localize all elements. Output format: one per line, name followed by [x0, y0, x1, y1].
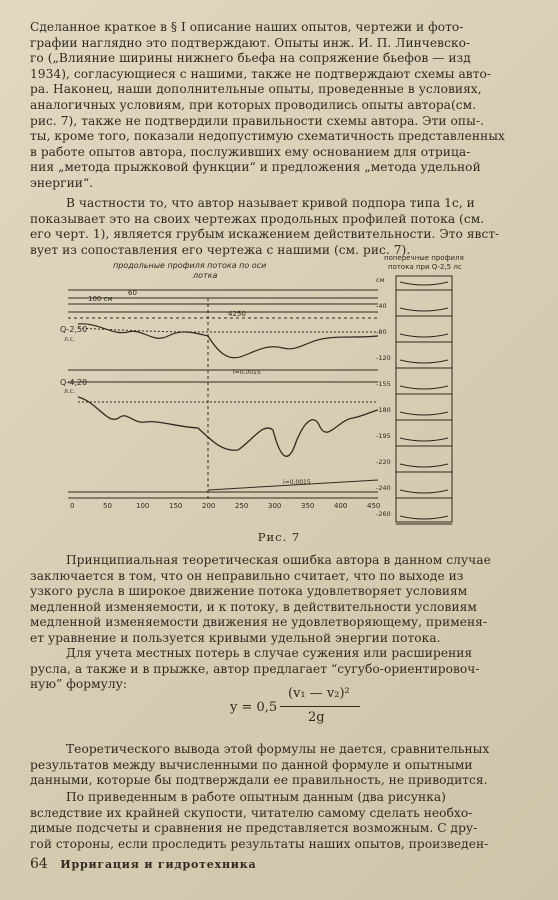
text-line: Для учета местных потерь в случае сужения или расширения [66, 646, 473, 660]
dimension-60: 60 [128, 289, 137, 297]
text-line: го („Влияние ширины нижнего бьефа на сопряжение бьефов — изд [30, 51, 471, 66]
formula [230, 686, 380, 728]
cross-section-tick-label: -240 [376, 484, 391, 492]
dimension-4250: 4250 [228, 310, 246, 318]
cross-section-tick-label: -80 [376, 328, 387, 336]
x-tick-label: 0 [70, 502, 75, 510]
journal-name: Ирригация и гидротехника [60, 858, 257, 871]
paragraph-1 [30, 20, 530, 192]
page-footer [30, 856, 256, 872]
text-line: ет уравнение и пользуется кривыми удельной энергии потока. [30, 630, 441, 645]
text-line: в работе опытов автора, послуживших ему основанием для отрица- [30, 144, 471, 159]
x-axis-ticks [70, 502, 380, 510]
slope-lower-label: i=0,0015 [283, 479, 311, 486]
cross-section-tick-label: -180 [376, 406, 391, 414]
text-line: ты, кроме того, показали недопустимую схематичность представленных [30, 129, 505, 144]
cross-section-curve [400, 412, 448, 415]
left-title-line-2: лотка [193, 271, 218, 280]
x-tick-label: 300 [268, 502, 282, 510]
text-line: результатов между вычисленными по данной формуле и опытными [30, 757, 473, 772]
x-tick-label: 150 [169, 502, 183, 510]
text-line: данными, которые бы подтверждали ее правильность, не приводится. [30, 773, 488, 788]
text-line: В частности то, что автор называет кривой подпора типа 1с, и [66, 196, 475, 210]
cross-section-tick-label: -40 [376, 302, 387, 310]
cross-section-curve [400, 360, 448, 363]
dimension-100cm: 100 см [88, 295, 113, 303]
text-line: ния „метода прыжковой функции“ и предложения „метода удельной [30, 160, 481, 175]
paragraph-6 [30, 790, 530, 852]
text-line: графии наглядно это подтверждают. Опыты инж. И. П. Линчевско- [30, 35, 471, 50]
left-title-line-1: продольные профиля потока по оси [113, 261, 267, 270]
fraction-bar [280, 706, 360, 707]
figure-7-drawing [58, 252, 530, 527]
x-tick-label: 50 [103, 502, 112, 510]
page-number: 64 [30, 856, 48, 872]
unit-lower-label: л.с. [64, 388, 75, 395]
formula-denominator: 2g [308, 710, 325, 725]
text-line: димые подсчеты и сравнения не представляется возможным. С дру- [30, 821, 478, 836]
formula-numerator: (v₁ — v₂)² [288, 686, 350, 701]
cross-section-ticks [376, 276, 391, 518]
text-line: Теоретического вывода этой формулы не дается, сравнительных [66, 742, 490, 756]
cross-section-curve [400, 282, 448, 285]
flow-lower-label: Q-4,20 [60, 378, 88, 387]
text-line: показывает это на своих чертежах продольных профилей потока (см. [30, 211, 485, 226]
formula-lhs: y = 0,5 [230, 700, 278, 715]
longitudinal-profiles [68, 290, 378, 502]
cross-section-profiles [396, 276, 452, 524]
text-line: ную” формулу: [30, 677, 128, 692]
x-tick-label: 450 [367, 502, 381, 510]
cross-section-tick-label: -120 [376, 354, 391, 362]
text-line: заключается в том, что он неправильно считает, что по выходе из [30, 568, 464, 583]
paragraph-2 [30, 196, 530, 258]
cross-section-curve [400, 386, 448, 389]
cross-section-tick-label: -260 [376, 510, 391, 518]
paragraph-5 [30, 742, 530, 789]
figure-caption: Рис. 7 [257, 530, 301, 544]
x-tick-label: 100 [136, 502, 150, 510]
right-title-line-1: поперечные профиля [384, 254, 464, 262]
cross-section-tick-label: см [376, 276, 385, 284]
text-line: вследствие их крайней скупости, читателю самому сделать необхо- [30, 805, 473, 820]
text-line: медленной изменяемости, и к потоку, в действительности условиям [30, 599, 477, 614]
text-line: гой стороны, если проследить результаты наших опытов, произведен- [30, 836, 489, 851]
paragraph-3 [30, 553, 530, 647]
cross-section-curve [400, 516, 448, 519]
text-line: аналогичных условиям, при которых проводились опыты автора(см. [30, 97, 477, 112]
x-tick-label: 250 [235, 502, 249, 510]
cross-section-curve [400, 308, 448, 311]
flow-upper-label: Q-2,50 [60, 325, 88, 334]
text-line: узкого русла в широкое движение потока удовлетворяет условиям [30, 584, 468, 599]
slope-upper-label: i=0,0015 [233, 369, 261, 376]
unit-upper-label: л.с. [64, 336, 75, 343]
right-title-line-2: потока при Q-2,5 лс [388, 263, 462, 271]
text-line: По приведенным в работе опытным данным (два рисунка) [66, 790, 446, 804]
cross-section-tick-label: -195 [376, 432, 391, 440]
cross-section-curve [400, 334, 448, 337]
cross-section-curve [400, 490, 448, 493]
x-tick-label: 350 [301, 502, 315, 510]
cross-section-tick-label: -155 [376, 380, 391, 388]
text-line: энергии“. [30, 175, 94, 190]
x-tick-label: 200 [202, 502, 216, 510]
cross-section-curve [400, 464, 448, 467]
text-line: русла, а также и в прыжке, автор предлагает “сугубо-ориентировоч- [30, 661, 480, 676]
x-tick-label: 400 [334, 502, 348, 510]
cross-section-curve [400, 438, 448, 441]
text-line: его черт. 1), является грубым искажением действительности. Это явст- [30, 227, 500, 242]
text-line: вует из сопоставления его чертежа с нашими (см. рис. 7). [30, 242, 411, 257]
text-line: Принципиальная теоретическая ошибка автора в данном случае [66, 553, 491, 567]
figure-7 [58, 252, 530, 527]
text-line: 1934), согласующиеся с нашими, также не подтверждают схемы авто- [30, 66, 492, 81]
cross-section-tick-label: -220 [376, 458, 391, 466]
text-line: рис. 7), также не подтвердили правильности схемы автора. Эти опы-. [30, 113, 484, 128]
text-line: ра. Наконец, наши дополнительные опыты, проведенные в условиях, [30, 82, 482, 97]
text-line: медленной изменяемости движения не удовлетворяющему, применя- [30, 615, 488, 630]
text-line: Сделанное краткое в § I описание наших опытов, чертежи и фото- [30, 20, 464, 34]
